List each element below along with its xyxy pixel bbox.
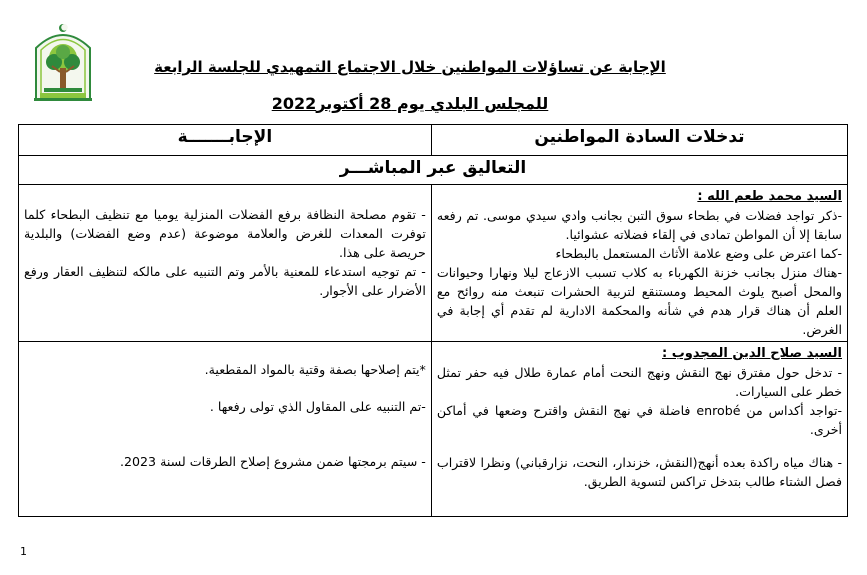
answer-cell [19, 342, 432, 517]
answers-table [18, 124, 848, 517]
table-row [19, 185, 848, 342]
section-header-row [19, 156, 848, 185]
page-number: 1 [20, 545, 27, 558]
intervention-text: -تواجد أكداس من enrobé فاضلة في نهج النقش واقترح وضعها في أماكن أخرى. [436, 403, 842, 437]
speaker-name: السيد صلاح الدين المجدوب : [662, 346, 842, 361]
answer-text: - تقوم مصلحة النظافة برفع الفضلات المنزلية يوميا مع تنظيف البطحاء كلما توفرت المعدات للغرض والعلامة موضوعة (عدم وضع الفضلات) والبلدية حريصة على هذا. [24, 207, 426, 260]
answer-text: -تم التنبيه على المقاول الذي تولى رفعها . [209, 399, 426, 414]
intervention-text: -كما اعترض على وضع علامة الأثاث المستعمل بالبطحاء [555, 246, 842, 261]
answer-cell [19, 185, 432, 342]
document-title-line1: الإجابة عن تساؤلات المواطنين خلال الاجتماع التمهيدي للجلسة الرابعة [154, 58, 666, 76]
answer-text: - سيتم برمجتها ضمن مشروع إصلاح الطرقات لسنة 2023. [120, 454, 426, 469]
table-row [19, 342, 848, 517]
intervention-text: -هناك منزل بجانب خزنة الكهرباء به كلاب تسبب الازعاج ليلا ونهارا وحيوانات والمحل أصبح يلوث المحيط ومستنقع لتربية الحشرات تنبعث منه روائح مع العلم أن هناك قرار هدم في شأنه والمحكمة الادارية لم تقدم أي إجابة في الغرض. [436, 265, 842, 337]
table-header-row [19, 125, 848, 156]
section-title: التعاليق عبر المباشـــر [19, 156, 848, 185]
answer-text: *يتم إصلاحها بصفة وقتية بالمواد المقطعية. [204, 362, 426, 377]
intervention-text: -ذكر تواجد فضلات في بطحاء سوق التبن بجانب وادي سيدي موسى. تم رفعه سابقا إلا أن المواطن تمادى في إلقاء فضلاته عشوائيا. [436, 208, 842, 242]
answer-text: - تم توجيه استدعاء للمعنية بالأمر وتم التنبيه على مالكه لتنظيف العقار ورفع الأضرار على الأجوار. [24, 264, 426, 298]
intervention-cell [431, 342, 847, 517]
speaker-name: السيد محمد طعم الله : [697, 189, 842, 204]
column-header-interventions: تدخلات السادة المواطنين [431, 125, 847, 156]
intervention-cell [431, 185, 847, 342]
column-header-answers: الإجابـــــــة [19, 125, 432, 156]
intervention-text: - هناك مياه راكدة بعده أنهج(النقش، خزندار، النحت، نزارقباني) ونظرا لاقتراب فصل الشتاء طالب بتدخل تراكس لتسوية الطريق. [436, 455, 842, 489]
municipality-tree-logo-icon [30, 20, 96, 102]
intervention-text: - تدخل حول مفترق نهج النقش ونهج النحت أمام عمارة طلال فيه حفر تمثل خطر على السيارات. [436, 365, 842, 399]
document-title-line2: للمجلس البلدي يوم 28 أكتوبر2022 [271, 94, 549, 113]
